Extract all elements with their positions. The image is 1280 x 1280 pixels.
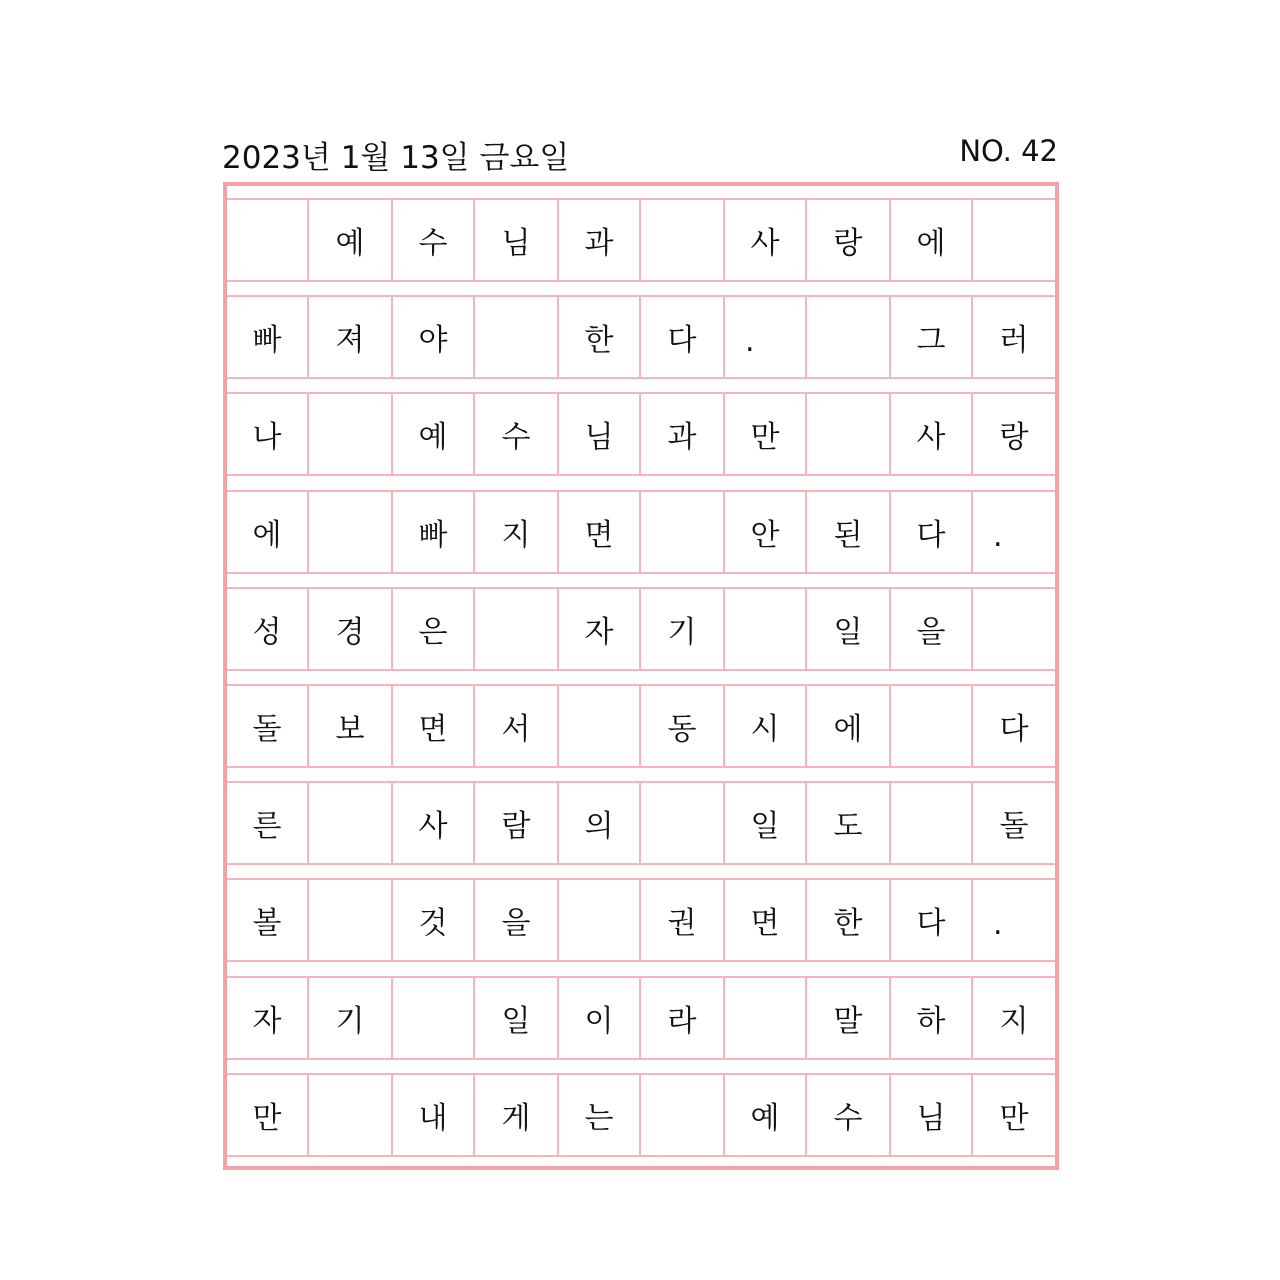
grid-cell: 돌: [999, 809, 1029, 845]
grid-row: [227, 878, 1055, 962]
grid-cell: 지: [475, 492, 559, 572]
grid-cell: [309, 492, 393, 572]
grid-cell: 일: [807, 589, 891, 669]
grid-cell: 면: [725, 880, 807, 960]
grid-cell: 다: [891, 880, 973, 960]
grid-cell: [475, 297, 559, 377]
grid-row: [227, 684, 1055, 768]
grid-cell: 러: [999, 323, 1029, 359]
grid-cell: 랑: [807, 200, 891, 280]
grid-cell: [641, 200, 725, 280]
grid-cell: [807, 297, 891, 377]
grid-cell: 랑: [999, 420, 1029, 456]
page-header: [222, 128, 1058, 180]
grid-cell: 른: [227, 783, 309, 863]
grid-cell: 에: [227, 492, 309, 572]
grid-cell: 경: [309, 589, 393, 669]
grid-cell: [309, 783, 393, 863]
grid-row: [227, 587, 1055, 671]
grid-cell: 안: [725, 492, 807, 572]
grid-cell: 한: [807, 880, 891, 960]
grid-cell: 자: [227, 978, 309, 1058]
grid-cell: 기: [309, 978, 393, 1058]
page-number: NO. 42: [959, 134, 1058, 168]
grid-cell: [559, 686, 641, 766]
grid-cell: 의: [559, 783, 641, 863]
grid-cell: 볼: [227, 880, 309, 960]
grid-cell: 보: [309, 686, 393, 766]
grid-cell: 사: [891, 394, 973, 474]
grid-cell: 내: [393, 1075, 475, 1155]
grid-cell: [309, 1075, 393, 1155]
grid-cell: [891, 686, 973, 766]
grid-cell: [559, 880, 641, 960]
grid-cell: [641, 1075, 725, 1155]
grid-cell: 것: [393, 880, 475, 960]
grid-cell: [227, 200, 309, 280]
grid-cell: [309, 394, 393, 474]
grid-cell: 말: [807, 978, 891, 1058]
grid-row: [227, 490, 1055, 574]
grid-cell: [725, 978, 807, 1058]
grid-cell: 사: [725, 200, 807, 280]
grid-cell: .: [993, 518, 1003, 554]
grid-cell: 된: [807, 492, 891, 572]
grid-row: [227, 295, 1055, 379]
grid-cell: 권: [641, 880, 725, 960]
grid-cell: 예: [725, 1075, 807, 1155]
grid-cell: [475, 589, 559, 669]
grid-cell: 수: [393, 200, 475, 280]
grid-cell: 수: [807, 1075, 891, 1155]
grid-cell: 이: [559, 978, 641, 1058]
grid-cell: 만: [227, 1075, 309, 1155]
grid-cell: [309, 880, 393, 960]
grid-cell: [973, 200, 1055, 280]
grid-cell: 야: [393, 297, 475, 377]
grid-cell: 자: [559, 589, 641, 669]
grid-cell: 지: [999, 1003, 1029, 1039]
grid-cell: 에: [807, 686, 891, 766]
grid-cell: [725, 589, 807, 669]
grid-row: [227, 1073, 1055, 1157]
grid-cell: [807, 394, 891, 474]
grid-cell: 은: [393, 589, 475, 669]
grid-cell: 만: [999, 1100, 1029, 1136]
grid-cell: 을: [891, 589, 973, 669]
grid-cell: 빠: [227, 297, 309, 377]
grid-cell: 게: [475, 1075, 559, 1155]
grid-cell: 하: [891, 978, 973, 1058]
grid-cell: 다: [641, 297, 725, 377]
grid-cell: 다: [999, 712, 1029, 747]
grid-cell: 예: [393, 394, 475, 474]
grid-cell: 기: [641, 589, 725, 669]
grid-cell: [641, 783, 725, 863]
date-label: 2023년 1월 13일 금요일: [222, 140, 570, 176]
grid-cell: 을: [475, 880, 559, 960]
grid-cell: 과: [641, 394, 725, 474]
grid-cell: 예: [309, 200, 393, 280]
grid-cell: 일: [475, 978, 559, 1058]
grid-cell: 시: [725, 686, 807, 766]
grid-cell: 다: [891, 492, 973, 572]
grid-cell: 수: [475, 394, 559, 474]
grid-row: [227, 392, 1055, 476]
grid-cell: .: [725, 297, 807, 377]
grid-cell: 라: [641, 978, 725, 1058]
grid-cell: 그: [891, 297, 973, 377]
grid-cell: [393, 978, 475, 1058]
grid-cell: 동: [641, 686, 725, 766]
grid-row: [227, 976, 1055, 1060]
grid-cell: 님: [475, 200, 559, 280]
grid-cell: 님: [559, 394, 641, 474]
grid-row: [227, 781, 1055, 865]
grid-cell: 에: [891, 200, 973, 280]
grid-cell: 한: [559, 297, 641, 377]
grid-cell: 는: [559, 1075, 641, 1155]
grid-cell: 람: [475, 783, 559, 863]
grid-cell: 져: [309, 297, 393, 377]
grid-cell: 면: [393, 686, 475, 766]
grid-cell: 돌: [227, 686, 309, 766]
grid-cell: 사: [393, 783, 475, 863]
grid-cell: 과: [559, 200, 641, 280]
grid-cell: 빠: [393, 492, 475, 572]
grid-cell: [641, 492, 725, 572]
grid-cell: 만: [725, 394, 807, 474]
grid-cell: [891, 783, 973, 863]
grid-cell: [973, 589, 1055, 669]
grid-cell: 서: [475, 686, 559, 766]
grid-cell: 도: [807, 783, 891, 863]
grid-row: [227, 198, 1055, 282]
grid-cell: 님: [891, 1075, 973, 1155]
grid-cell: .: [993, 907, 1003, 943]
grid-cell: 면: [559, 492, 641, 572]
grid-cell: 성: [227, 589, 309, 669]
grid-cell: 나: [227, 394, 309, 474]
grid-cell: 일: [725, 783, 807, 863]
manuscript-grid: [223, 182, 1059, 1170]
